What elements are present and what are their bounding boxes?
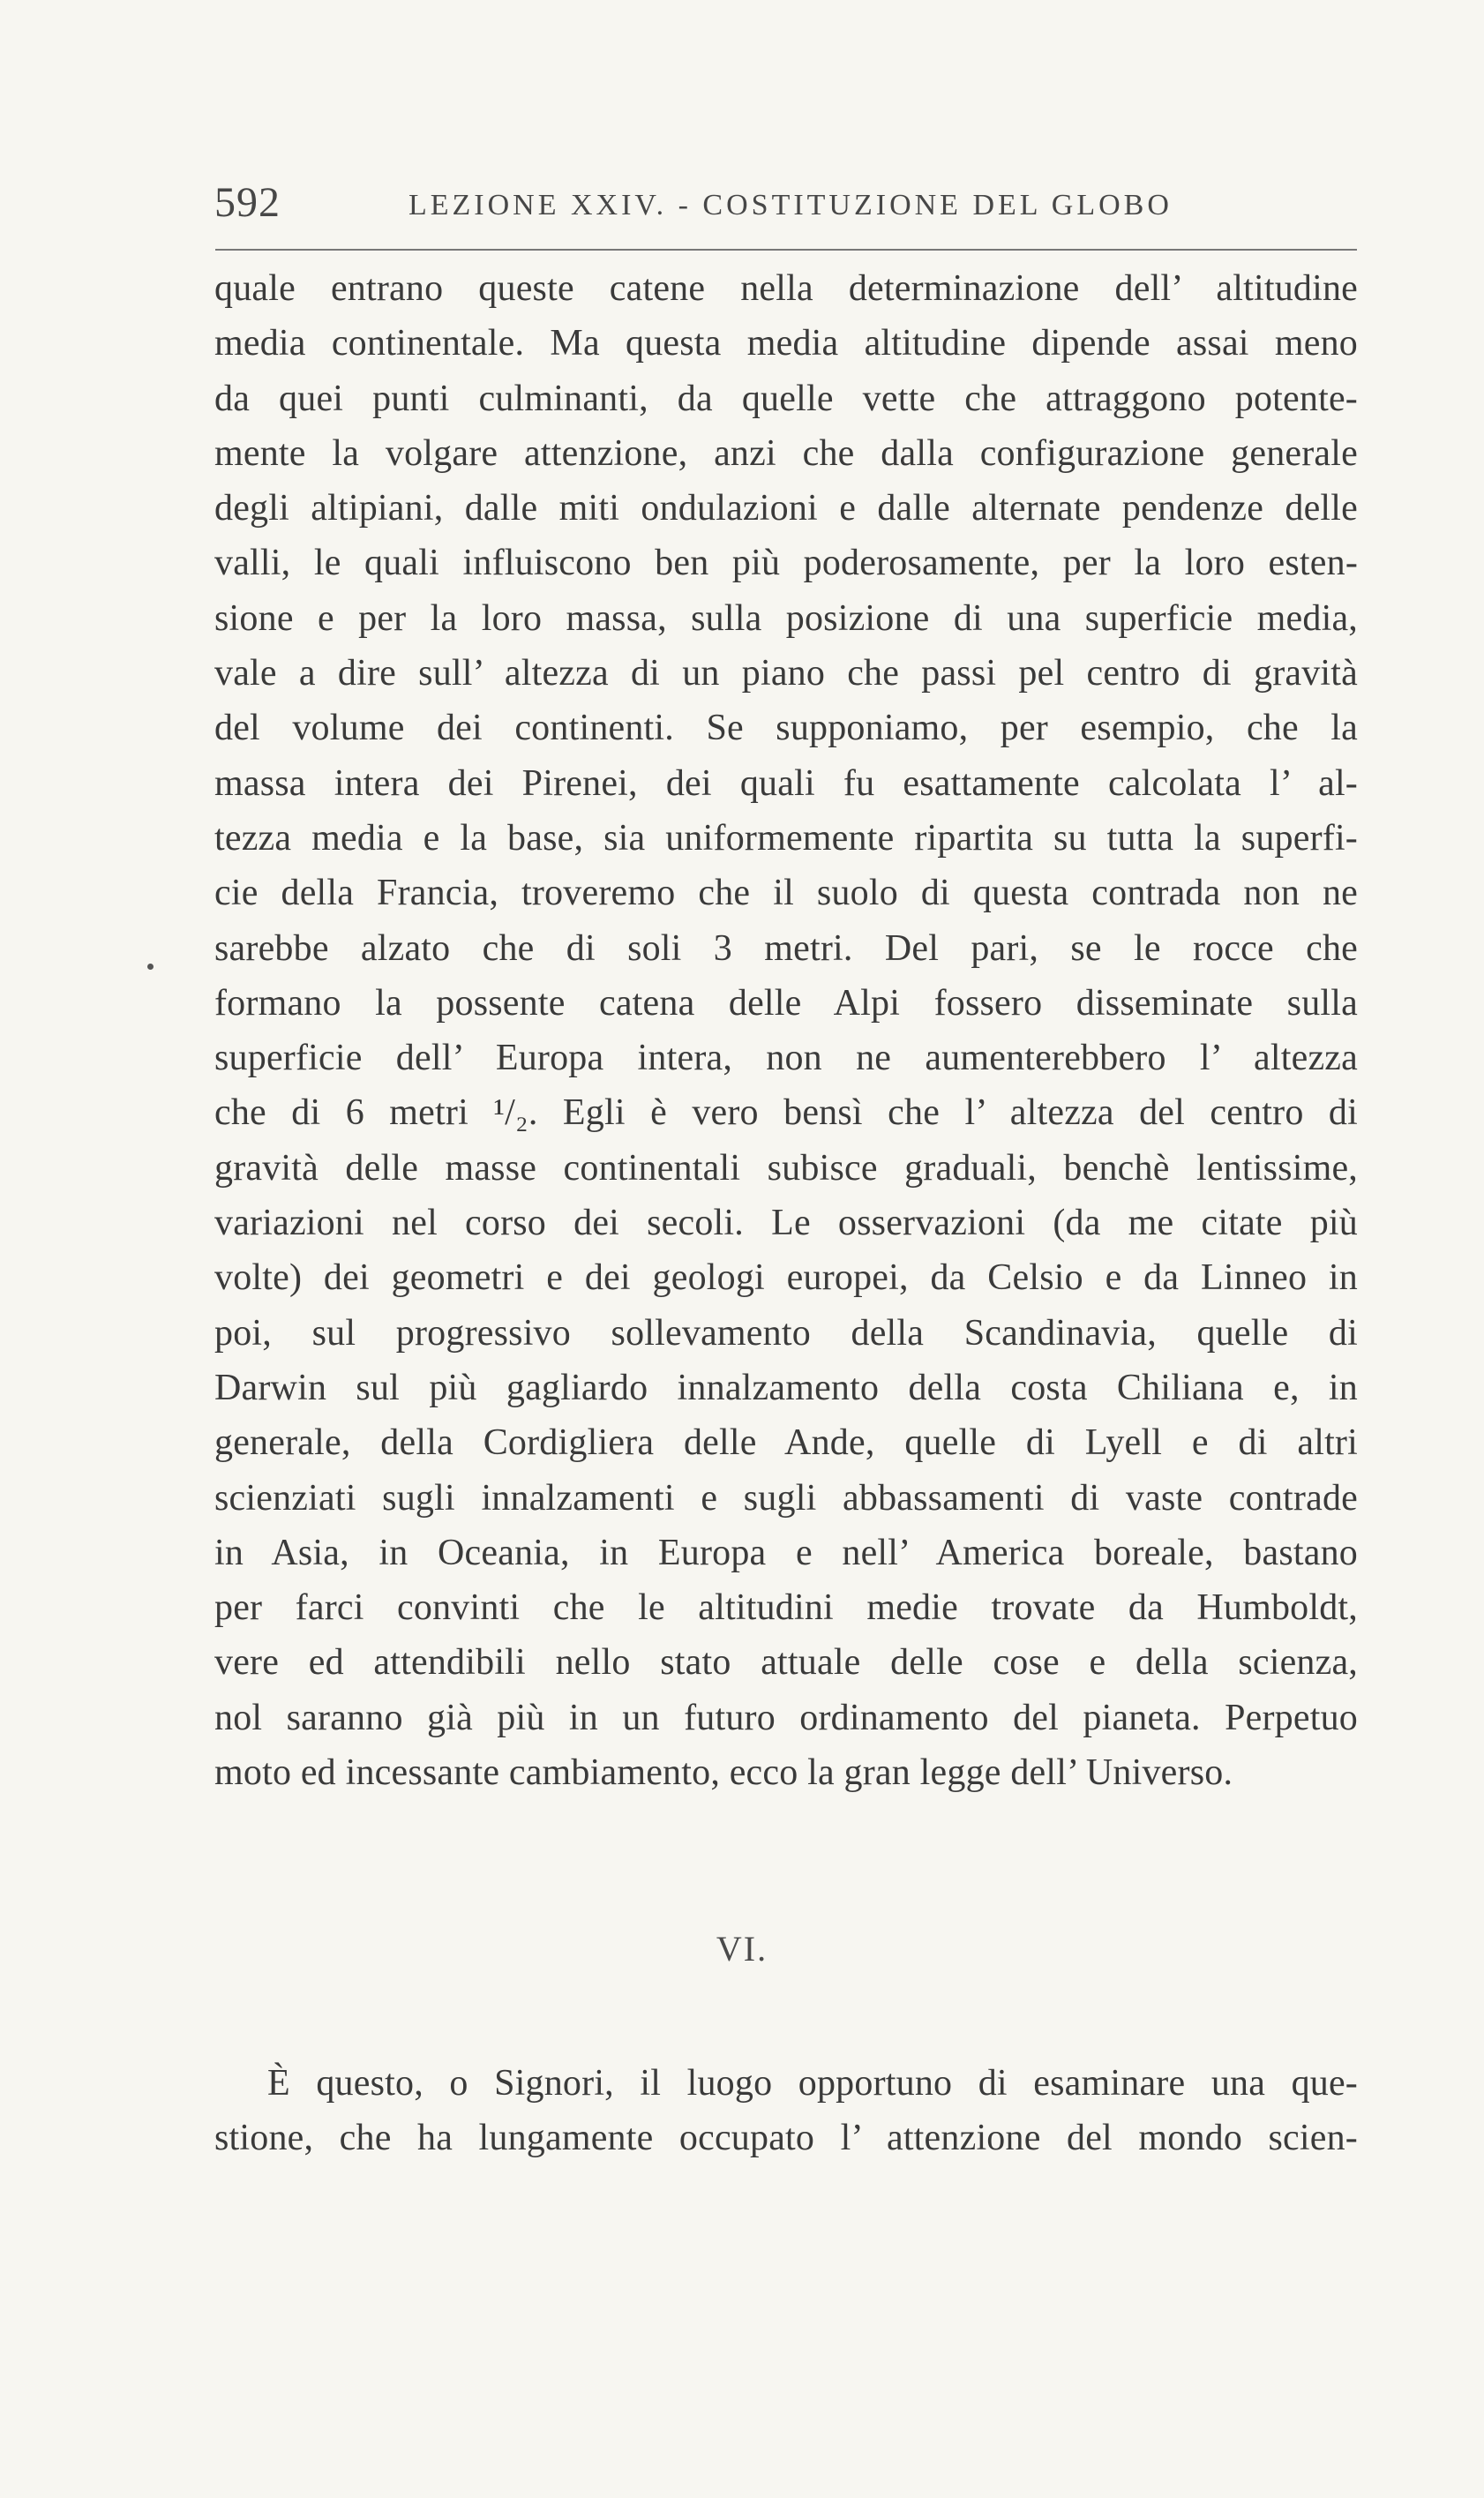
text-line: per farci convinti che le altitudini medie trovate da Humboldt, xyxy=(214,1587,1358,1629)
section-number: VI. xyxy=(716,1929,768,1969)
text-line: sarebbe alzato che di soli 3 metri. Del pari, se le rocce che xyxy=(214,927,1358,969)
running-title: LEZIONE XXIV. - COSTITUZIONE DEL GLOBO xyxy=(408,189,1173,221)
text-line: poi, sul progressivo sollevamento della Scandinavia, quelle di xyxy=(214,1312,1358,1354)
text-line: degli altipiani, dalle miti ondulazioni e dalle alternate pendenze delle xyxy=(214,488,1358,529)
text-line: generale, della Cordigliera delle Ande, quelle di Lyell e di altri xyxy=(214,1422,1358,1464)
text-line: Darwin sul più gagliardo innalzamento della costa Chiliana e, in xyxy=(214,1367,1358,1408)
text-line: variazioni nel corso dei secoli. Le osservazioni (da me citate più xyxy=(214,1203,1358,1244)
text-line: vale a dire sull’ altezza di un piano che passi pel centro di gravità xyxy=(214,653,1358,694)
header-rule xyxy=(215,249,1357,251)
text-line: volte) dei geometri e dei geologi europei, da Celsio e da Linneo in xyxy=(214,1257,1358,1299)
paragraph-2 xyxy=(214,2056,1358,2166)
text-line: moto ed incessante cambiamento, ecco la gran legge dell’ Universo. xyxy=(214,1752,1233,1794)
text-line: da quei punti culminanti, da quelle vette che attraggono potente- xyxy=(214,378,1358,419)
text-line: superficie dell’ Europa intera, non ne aumenterebbero l’ altezza xyxy=(214,1038,1358,1079)
text-line: formano la possente catena delle Alpi fossero disseminate sulla xyxy=(214,982,1358,1024)
text-line: cie della Francia, troveremo che il suolo di questa contrada non ne xyxy=(214,873,1358,914)
text-line: media continentale. Ma questa media altitudine dipende assai meno xyxy=(214,323,1358,364)
text-line: gravità delle masse continentali subisce graduali, benchè lentissime, xyxy=(214,1147,1358,1189)
text-line: valli, le quali influiscono ben più poderosamente, per la loro esten- xyxy=(214,543,1358,584)
paragraph-1 xyxy=(214,261,1358,1800)
text-line: quale entrano queste catene nella determinazione dell’ altitudine xyxy=(214,268,1358,309)
text-line: del volume dei continenti. Se supponiamo, per esempio, che la xyxy=(214,708,1358,749)
text-line: scienziati sugli innalzamenti e sugli abbassamenti di vaste contrade xyxy=(214,1477,1358,1519)
text-line: in Asia, in Oceania, in Europa e nell’ America boreale, bastano xyxy=(214,1532,1358,1573)
text-line: nol saranno già più in un futuro ordinamento del pianeta. Perpetuo xyxy=(214,1697,1358,1738)
text-line: stione, che ha lungamente occupato l’ attenzione del mondo scien- xyxy=(214,2118,1358,2159)
text-line: È questo, o Signori, il luogo opportuno di esaminare una que- xyxy=(267,2063,1358,2104)
page-number: 592 xyxy=(214,179,281,226)
text-line: sione e per la loro massa, sulla posizione di una superficie media, xyxy=(214,597,1358,639)
margin-mark xyxy=(147,964,154,970)
text-line: massa intera dei Pirenei, dei quali fu esattamente calcolata l’ al- xyxy=(214,762,1358,804)
text-line: che di 6 metri ¹/₂. Egli è vero bensì che l’ altezza del centro di xyxy=(214,1092,1358,1134)
text-line: tezza media e la base, sia uniformemente ripartita su tutta la superfi- xyxy=(214,817,1358,859)
text-line: mente la volgare attenzione, anzi che dalla configurazione generale xyxy=(214,432,1358,474)
text-line: vere ed attendibili nello stato attuale delle cose e della scienza, xyxy=(214,1642,1358,1684)
running-head xyxy=(214,178,1357,231)
